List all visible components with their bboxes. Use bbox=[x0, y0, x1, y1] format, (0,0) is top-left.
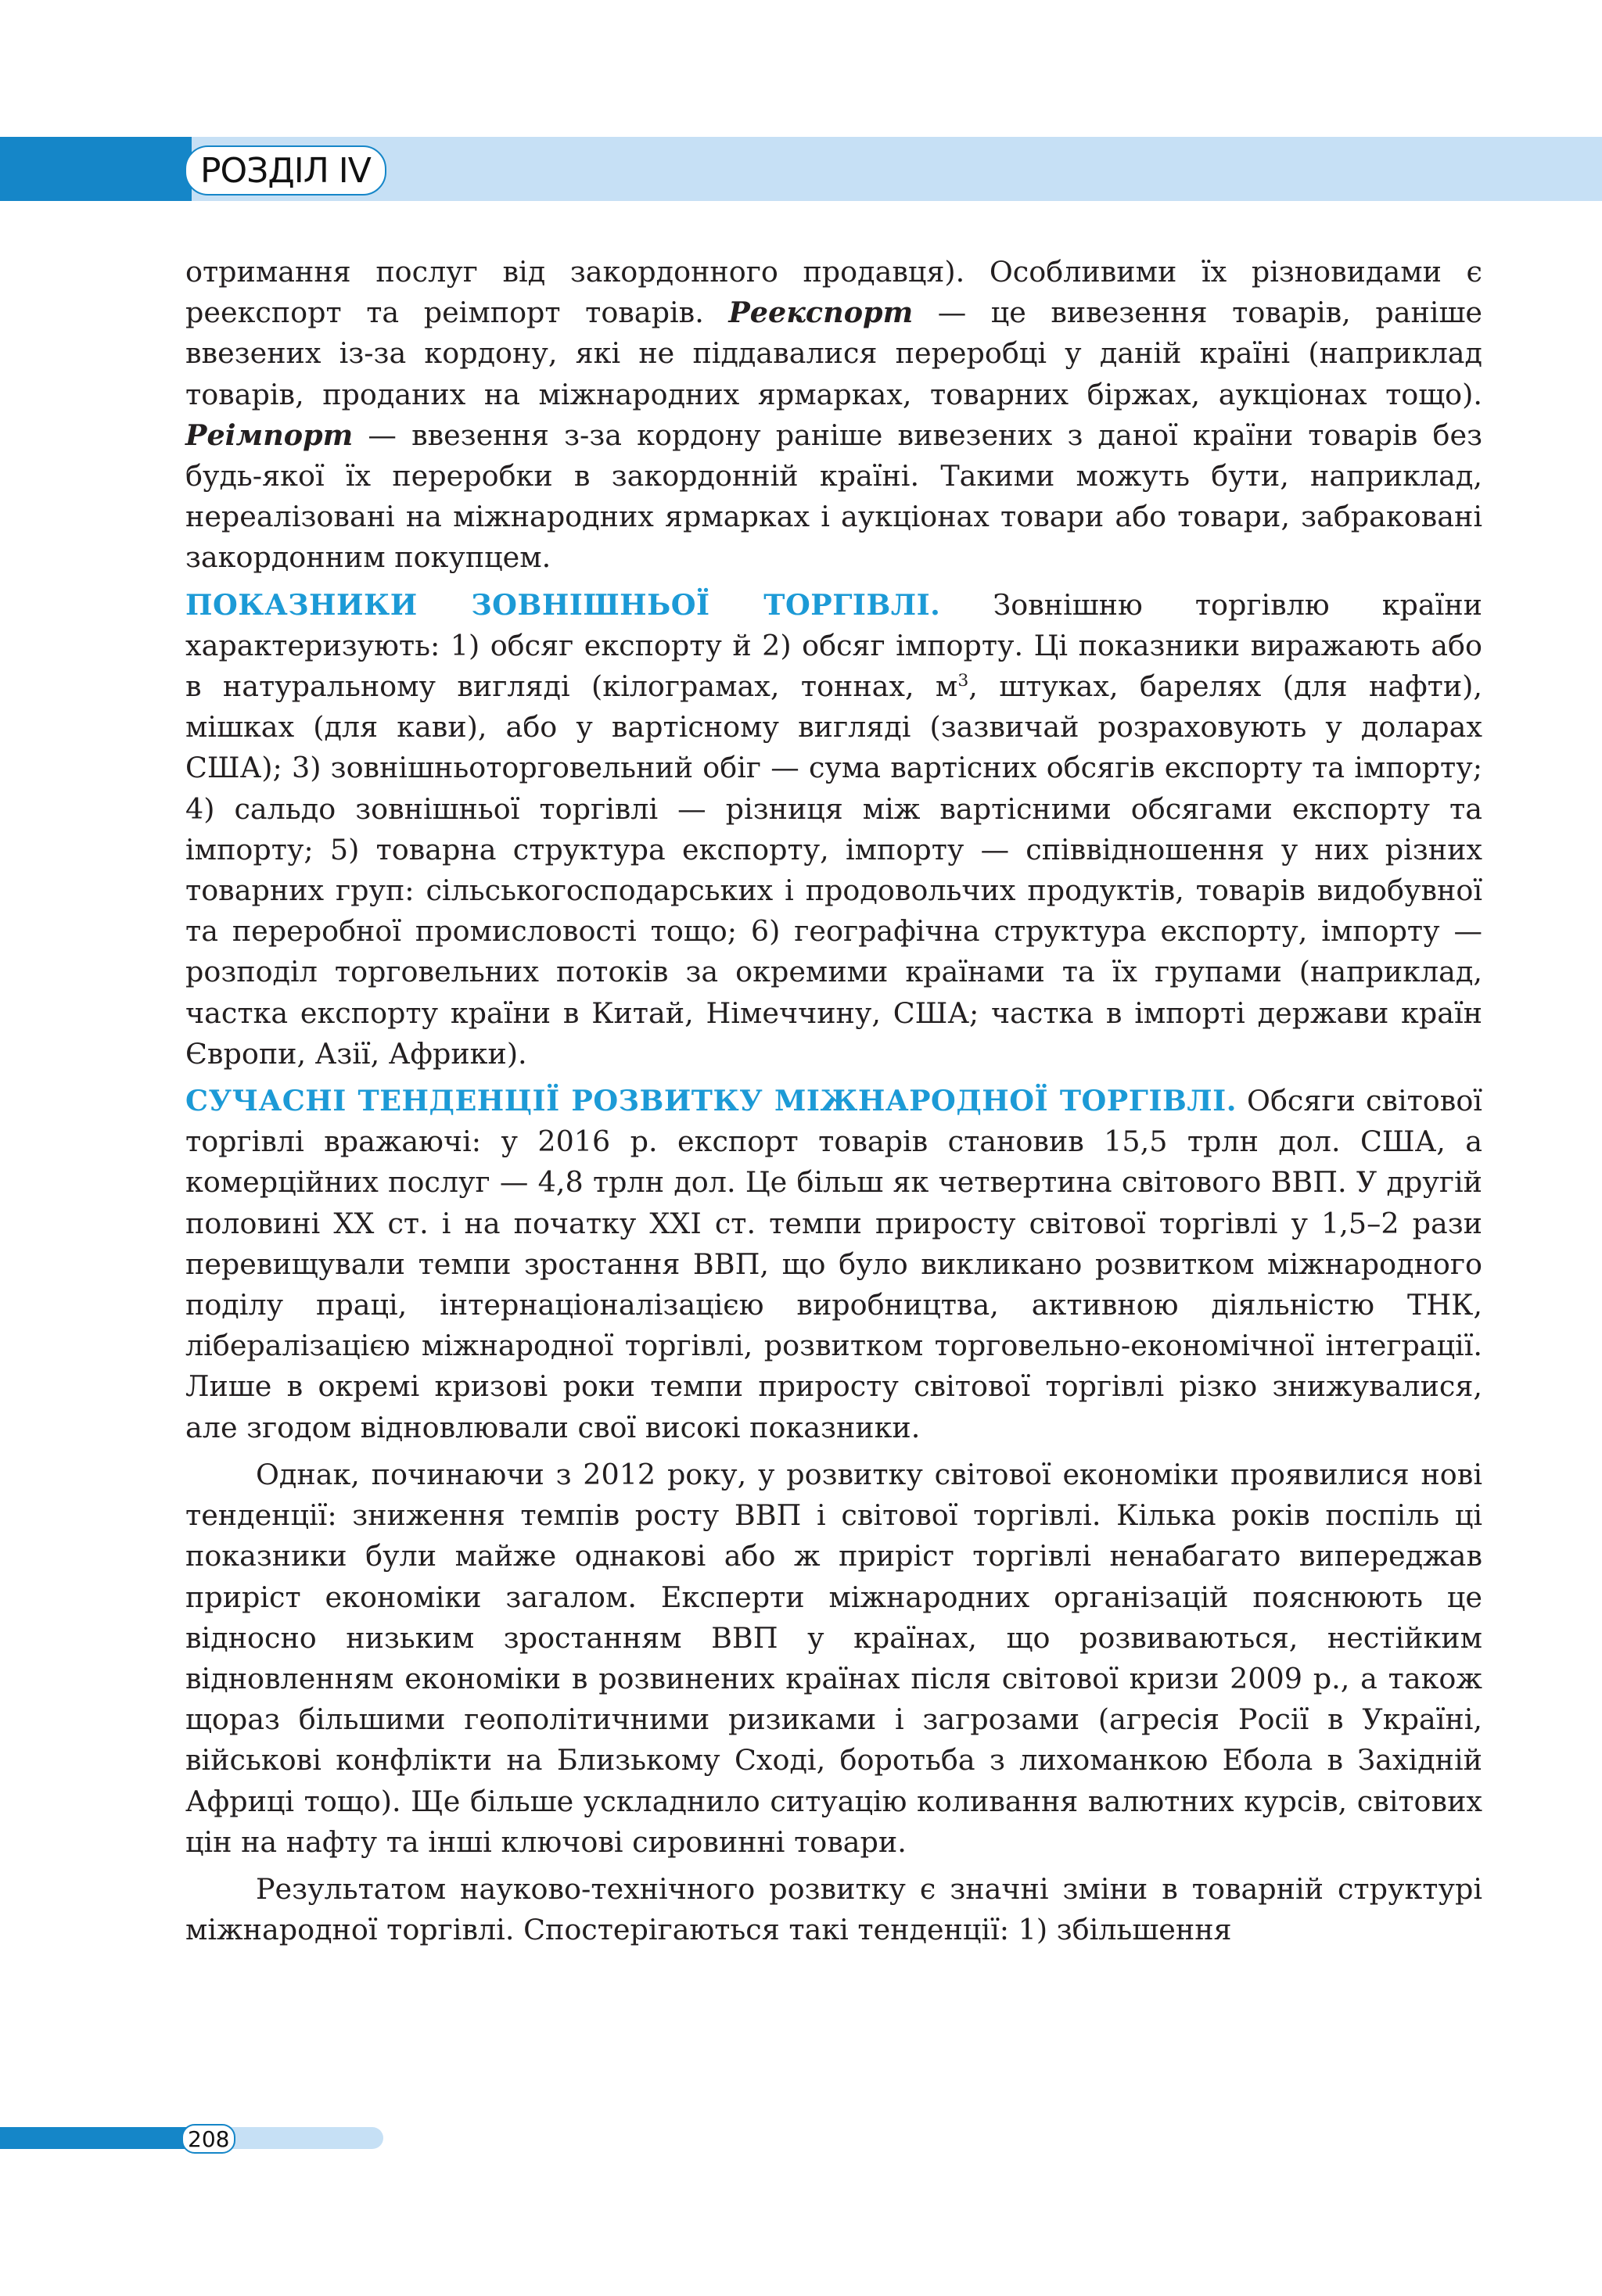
term-reimport: Реімпорт bbox=[185, 418, 354, 452]
page-number: 208 bbox=[181, 2124, 235, 2154]
text-run: Зовнішню торгівлю країни характеризують: 1) обсяг експорту й 2) обсяг імпорту. Ці показники виражають або в натуральному вигляді (кілограмах, тоннах, м bbox=[185, 587, 1482, 704]
superscript: 3 bbox=[957, 670, 969, 691]
text-run: , штуках, барелях (для нафти), мішках (для кави), або у вартісному вигляді (зазвичай розраховують у доларах США); 3) зовнішньоторговельний обіг — сума вартісних обсягів експорту та імпорту; 4) сальдо зовнішньої торгівлі — різниця між вартісними обсягами експорту та імпорту; 5) товарна структура експорту, імпорту — співвідношення у них різних товарних груп: сільськогосподарських і продовольчих продуктів, товарів видобувної та переробної промисловості тощо; 6) географічна структура експорту, імпорту — розподіл торговельних потоків за окремими країнами та їх групами (наприклад, частка експорту країни в Китай, Німеччину, США; частка в імпорті держави країн Європи, Азії, Африки). bbox=[185, 669, 1483, 1071]
text-run: — ввезення з-за кордону раніше вивезених з даної країни товарів без будь-якої їх переробки в закордонній країні. Такими можуть бути, наприклад, нереалізовані на міжнародних ярмарках і аукціонах товари або товари, забраковані закордонним покупцем. bbox=[185, 418, 1482, 575]
paragraph-structure-changes: Результатом науково-технічного розвитку є значні зміни в товарній структурі міжнародної торгівлі. Спостерігаються такі тенденції: 1) збільшення bbox=[185, 1871, 1482, 1947]
section-label: РОЗДІЛ IV bbox=[185, 145, 386, 196]
section-heading-trends: СУЧАСНІ ТЕНДЕНЦІЇ РОЗВИТКУ МІЖНАРОДНОЇ ТОРГІВЛІ. bbox=[185, 1084, 1237, 1118]
section-heading-indicators: ПОКАЗНИКИ ЗОВНІШНЬОЇ ТОРГІВЛІ. bbox=[185, 587, 941, 622]
paragraph-reexport bbox=[185, 252, 1482, 579]
term-reexport: Реекспорт bbox=[728, 296, 914, 330]
text-run: Обсяги світової торгівлі вражаючі: у 2016 р. експорт товарів становив 15,5 трлн дол. США, а комерційних послуг — 4,8 трлн дол. Це більш як четвертина світового ВВП. У другій половині XX ст. і на початку XXI ст. темпи приросту світової торгівлі у 1,5–2 рази перевищували темпи зростання ВВП, що було викликано розвитком міжнародного поділу праці, інтернаціоналізацією виробництва, активною діяльністю ТНК, лібералізацією міжнародної торгівлі, розвитком торговельно-економічної інтеграції. Лише в окремі кризові роки темпи приросту світової торгівлі різко знижувалися, але згодом відновлювали свої високі показники. bbox=[185, 1084, 1482, 1444]
header-band-accent bbox=[0, 137, 192, 201]
page-body bbox=[185, 252, 1482, 1950]
paragraph-since-2012: Однак, починаючи з 2012 року, у розвитку світової економіки проявилися нові тенденції: зниження темпів росту ВВП і світової торгівлі. Кілька років поспіль ці показники були майже однакові або ж приріст торгівлі ненабагато випереджав приріст економіки загалом. Експерти міжнародних організацій пояснюють це відносно низьким зростанням ВВП у країнах, що розвиваються, нестійким відновленням економіки в розвинених країнах після світової кризи 2009 р., а також щораз більшими геополітичними ризиками і загрозами (агресія Росії в Україні, військові конфлікти на Близькому Сході, боротьба з лихоманкою Ебола в Західній Африці тощо). Ще більше ускладнило ситуацію коливання валютних курсів, світових цін на нафту та інші ключові сировинні товари. bbox=[185, 1457, 1482, 1859]
footer-band-accent bbox=[0, 2127, 188, 2149]
paragraph-trade-trends bbox=[185, 1081, 1482, 1448]
text-run: отримання послуг від закордонного продавця). Особливими їх різновидами є реекспорт та реімпорт товарів. bbox=[185, 255, 1482, 330]
paragraph-trade-indicators bbox=[185, 585, 1482, 1074]
text-run: — це вивезення товарів, раніше ввезених із-за кордону, які не піддавалися переробці у даній країні (наприклад товарів, проданих на міжнародних ярмарках, товарних біржах, аукціонах тощо). bbox=[185, 296, 1482, 411]
